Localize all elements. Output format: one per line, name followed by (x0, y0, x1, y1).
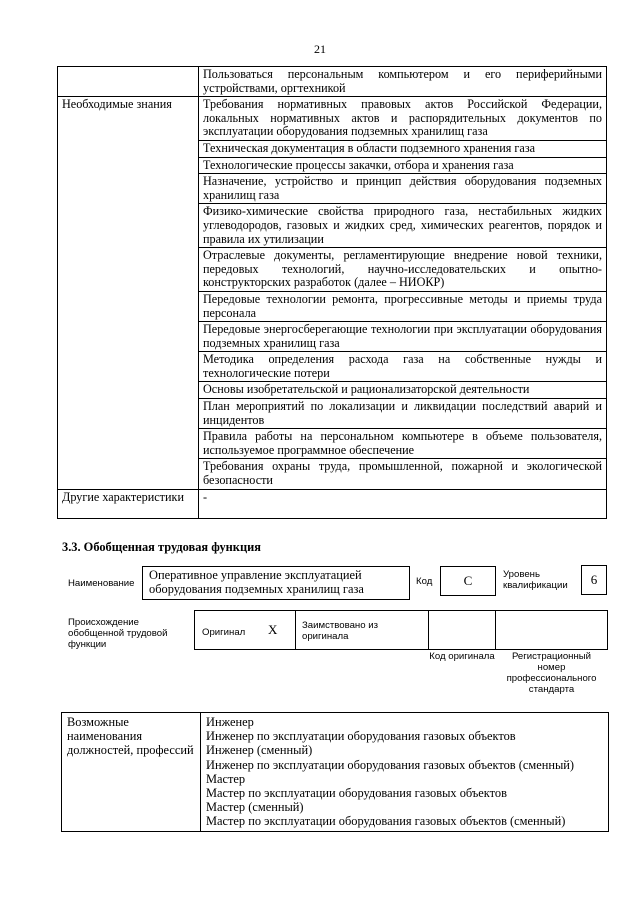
knowledge-item: Технологические процессы закачки, отбора и хранения газа (199, 157, 607, 174)
code-caption: Код оригинала (429, 651, 495, 662)
skills-continuation: Пользоваться персональным компьютером и его периферийными устройствами, оргтехникой (199, 67, 607, 97)
position-item: Мастер по эксплуатации оборудования газовых объектов (сменный) (206, 814, 566, 829)
function-name-box (142, 566, 410, 600)
table-row (58, 97, 607, 141)
knowledge-item: Требования нормативных правовых актов Российской Федерации, локальных нормативных актов и распорядительных документов по эксплуатации оборудования подземных хранилищ газа (199, 97, 607, 141)
knowledge-item: Передовые технологии ремонта, прогрессивные методы и приемы труда персонала (199, 291, 607, 321)
reg-number-cell (495, 610, 608, 650)
knowledge-item: Методика определения расхода газа на собственные нужды и технологические потери (199, 352, 607, 382)
function-code: C (440, 566, 496, 596)
empty-label-cell (58, 67, 199, 97)
knowledge-item: Отраслевые документы, регламентирующие внедрение новой техники, передовых технологий, научно-исследовательских и опытно-конструкторских разработок (далее – НИОКР) (199, 248, 607, 292)
other-value: - (199, 489, 607, 518)
position-item: Мастер по эксплуатации оборудования газовых объектов (206, 786, 507, 801)
table-row (58, 489, 607, 518)
positions-list-cell (201, 713, 609, 832)
knowledge-item: Техническая документация в области подземного хранения газа (199, 140, 607, 157)
knowledge-table (57, 66, 607, 519)
section-heading: 3.3. Обобщенная трудовая функция (62, 540, 261, 554)
position-item: Мастер (сменный) (206, 800, 304, 815)
borrowed-label: Заимствовано из оригинала (302, 620, 378, 642)
knowledge-item: Требования охраны труда, промышленной, пожарной и экологической безопасности (199, 459, 607, 489)
reg-caption: Регистрационный номер профессионального стандарта (506, 651, 597, 695)
level-label: Уровень квалификации (503, 569, 568, 591)
positions-label: Возможные наименования должностей, профессий (62, 713, 201, 832)
qualification-level: 6 (581, 565, 607, 595)
name-label: Наименование (68, 578, 135, 589)
knowledge-item: Правила работы на персональном компьютере в объеме пользователя, используемое программное обеспечение (199, 429, 607, 459)
knowledge-item: План мероприятий по локализации и ликвидации последствий аварий и инцидентов (199, 399, 607, 429)
original-code-cell (428, 610, 496, 650)
positions-table (61, 712, 609, 832)
original-mark: X (268, 622, 278, 637)
table-row (62, 713, 609, 832)
function-name: Оперативное управление эксплуатацией оборудования подземных хранилищ газа (149, 568, 364, 596)
original-cell (194, 610, 296, 650)
page-number: 21 (314, 42, 326, 56)
position-item: Инженер (206, 715, 254, 729)
positions-list (206, 715, 603, 829)
borrowed-cell (295, 610, 429, 650)
position-item: Инженер по эксплуатации оборудования газовых объектов (сменный) (206, 757, 575, 772)
knowledge-item: Основы изобретательской и рационализаторской деятельности (199, 382, 607, 399)
position-item: Мастер (206, 771, 246, 786)
other-label: Другие характеристики (58, 489, 199, 518)
knowledge-item: Физико-химические свойства природного газа, нестабильных жидких углеводородов, газовых и жидких сред, химических реагентов, порядок и правила их утилизации (199, 204, 607, 248)
knowledge-item: Назначение, устройство и принцип действия оборудования подземных хранилищ газа (199, 174, 607, 204)
position-item: Инженер по эксплуатации оборудования газовых объектов (206, 729, 516, 744)
knowledge-label: Необходимые знания (58, 97, 199, 489)
origin-label: Происхождение обобщенной трудовой функции (68, 617, 168, 650)
code-label: Код (416, 576, 433, 587)
knowledge-item: Передовые энергосберегающие технологии при эксплуатации оборудования подземных хранилищ газа (199, 322, 607, 352)
original-label: Оригинал (202, 627, 246, 638)
table-row (58, 67, 607, 97)
position-item: Инженер (сменный) (206, 743, 313, 758)
